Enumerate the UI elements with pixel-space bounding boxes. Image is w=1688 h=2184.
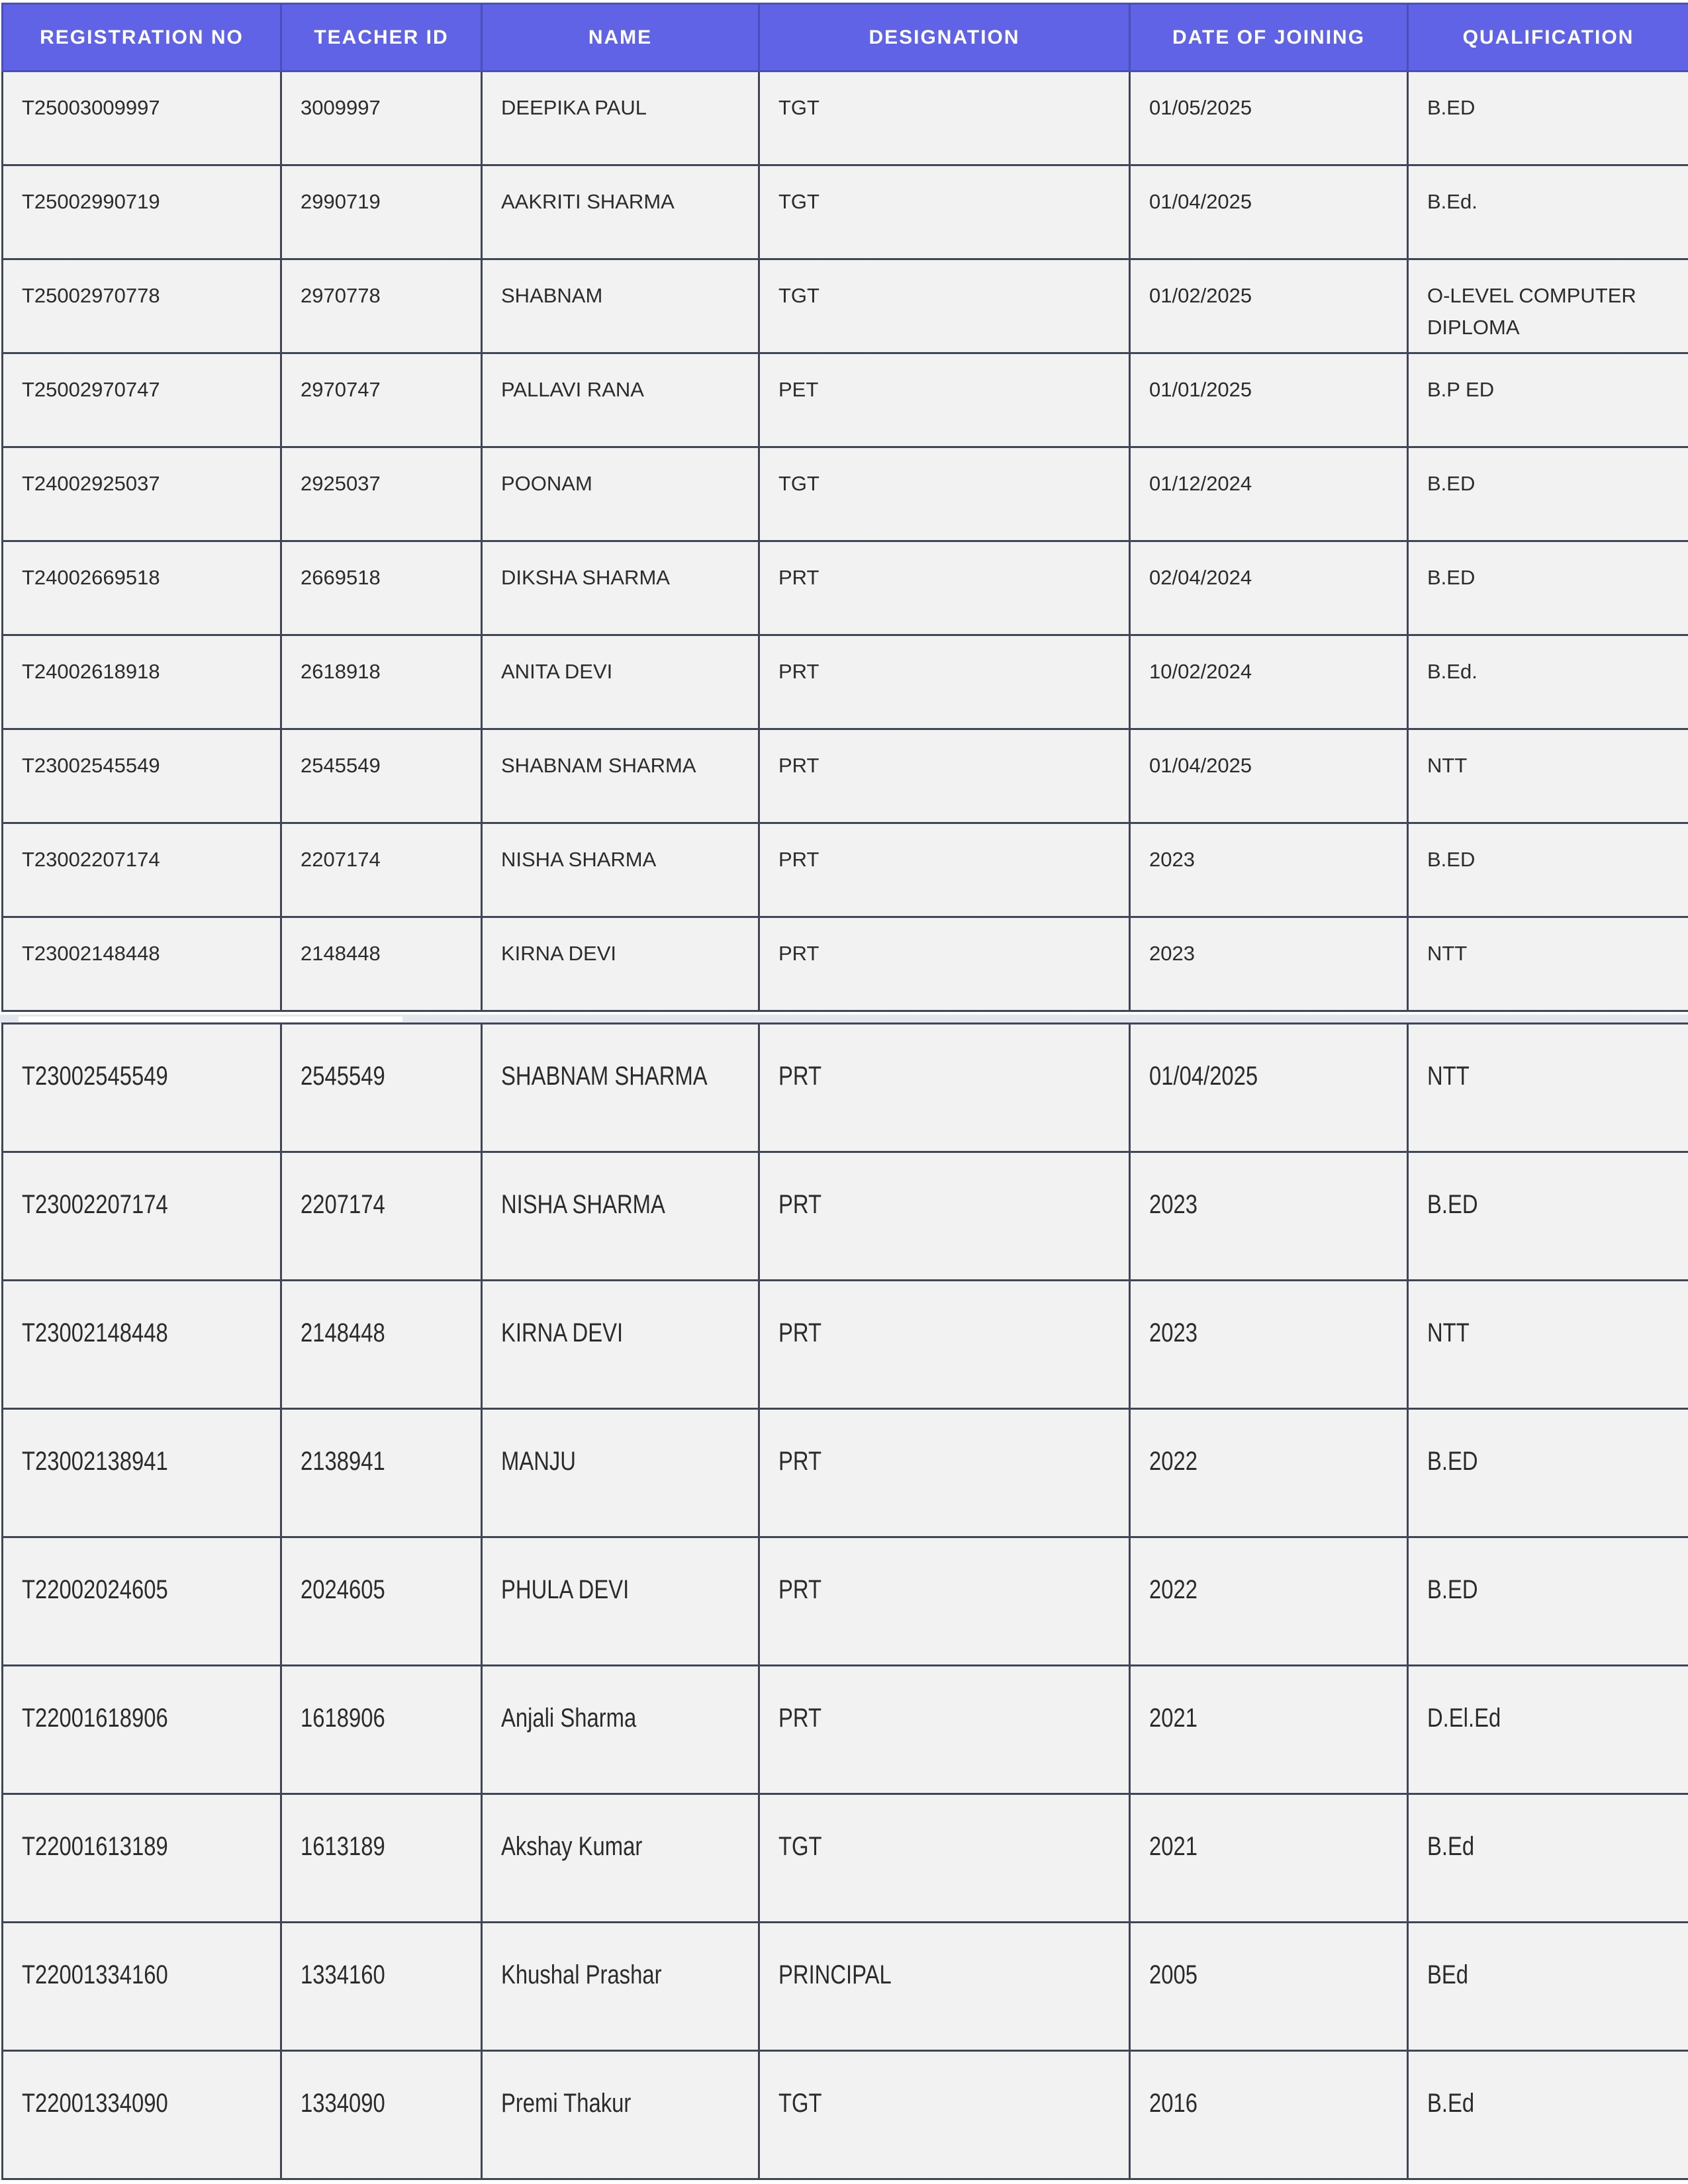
header-name: NAME — [482, 4, 759, 71]
cell-name: SHABNAM SHARMA — [482, 1024, 759, 1152]
cell-registration-no: T24002618918 — [3, 635, 281, 729]
table-row — [3, 1537, 1688, 1666]
cell-teacher-id: 3009997 — [281, 71, 482, 165]
cell-date-of-joining: 2023 — [1130, 823, 1408, 917]
cell-name: Akshay Kumar — [482, 1794, 759, 1923]
table-row — [3, 447, 1688, 541]
cell-teacher-id: 2669518 — [281, 541, 482, 635]
cell-date-of-joining: 02/04/2024 — [1130, 541, 1408, 635]
cell-designation: TGT — [759, 165, 1130, 259]
cell-qualification: B.Ed. — [1408, 165, 1688, 259]
cell-qualification: B.Ed — [1408, 1794, 1688, 1923]
header-qualification: QUALIFICATION — [1408, 4, 1688, 71]
table-row — [3, 2051, 1688, 2179]
table-row — [3, 259, 1688, 353]
cell-registration-no: T25002970747 — [3, 353, 281, 447]
cell-teacher-id: 2925037 — [281, 447, 482, 541]
table-row — [3, 1666, 1688, 1794]
header-date-of-joining: DATE OF JOINING — [1130, 4, 1408, 71]
cell-designation: PRINCIPAL — [759, 1923, 1130, 2051]
cell-registration-no: T22001613189 — [3, 1794, 281, 1923]
cell-designation: TGT — [759, 2051, 1130, 2179]
cell-registration-no: T23002148448 — [3, 917, 281, 1011]
table-row — [3, 917, 1688, 1011]
cell-date-of-joining: 01/12/2024 — [1130, 447, 1408, 541]
cell-registration-no: T25003009997 — [3, 71, 281, 165]
cell-qualification: B.ED — [1408, 1537, 1688, 1666]
cell-date-of-joining: 01/05/2025 — [1130, 71, 1408, 165]
cell-designation: PRT — [759, 635, 1130, 729]
page-seam-gap — [19, 1017, 402, 1022]
cell-qualification: B.P ED — [1408, 353, 1688, 447]
table-row — [3, 541, 1688, 635]
cell-date-of-joining: 2005 — [1130, 1923, 1408, 2051]
cell-teacher-id: 2618918 — [281, 635, 482, 729]
cell-date-of-joining: 2023 — [1130, 1281, 1408, 1409]
cell-teacher-id: 2970747 — [281, 353, 482, 447]
cell-name: ANITA DEVI — [482, 635, 759, 729]
cell-qualification: B.Ed. — [1408, 635, 1688, 729]
cell-designation: TGT — [759, 71, 1130, 165]
table-row — [3, 823, 1688, 917]
cell-designation: PRT — [759, 541, 1130, 635]
cell-teacher-id: 1613189 — [281, 1794, 482, 1923]
table-row — [3, 1281, 1688, 1409]
cell-teacher-id: 2990719 — [281, 165, 482, 259]
cell-teacher-id: 1618906 — [281, 1666, 482, 1794]
cell-name: Anjali Sharma — [482, 1666, 759, 1794]
cell-teacher-id: 2970778 — [281, 259, 482, 353]
cell-qualification: O-LEVEL COMPUTER DIPLOMA — [1408, 259, 1688, 353]
cell-designation: PRT — [759, 1024, 1130, 1152]
header-registration-no: REGISTRATION NO — [3, 4, 281, 71]
cell-date-of-joining: 01/02/2025 — [1130, 259, 1408, 353]
table-row — [3, 729, 1688, 823]
table-row — [3, 635, 1688, 729]
cell-registration-no: T24002925037 — [3, 447, 281, 541]
cell-date-of-joining: 01/01/2025 — [1130, 353, 1408, 447]
cell-designation: TGT — [759, 447, 1130, 541]
cell-teacher-id: 2207174 — [281, 1152, 482, 1281]
cell-designation: TGT — [759, 1794, 1130, 1923]
cell-designation: PRT — [759, 1409, 1130, 1537]
cell-qualification: BEd — [1408, 1923, 1688, 2051]
cell-registration-no: T23002545549 — [3, 1024, 281, 1152]
cell-name: AAKRITI SHARMA — [482, 165, 759, 259]
cell-name: MANJU — [482, 1409, 759, 1537]
cell-qualification: NTT — [1408, 1024, 1688, 1152]
cell-designation: PRT — [759, 729, 1130, 823]
cell-name: POONAM — [482, 447, 759, 541]
cell-name: DIKSHA SHARMA — [482, 541, 759, 635]
table-row — [3, 353, 1688, 447]
cell-designation: PRT — [759, 823, 1130, 917]
cell-date-of-joining: 01/04/2025 — [1130, 165, 1408, 259]
cell-teacher-id: 1334160 — [281, 1923, 482, 2051]
cell-name: NISHA SHARMA — [482, 823, 759, 917]
cell-date-of-joining: 2023 — [1130, 917, 1408, 1011]
cell-registration-no: T25002990719 — [3, 165, 281, 259]
cell-name: NISHA SHARMA — [482, 1152, 759, 1281]
cell-designation: PRT — [759, 1666, 1130, 1794]
cell-registration-no: T24002669518 — [3, 541, 281, 635]
cell-qualification: NTT — [1408, 1281, 1688, 1409]
cell-name: Khushal Prashar — [482, 1923, 759, 2051]
cell-date-of-joining: 2021 — [1130, 1666, 1408, 1794]
cell-registration-no: T23002207174 — [3, 1152, 281, 1281]
cell-date-of-joining: 2023 — [1130, 1152, 1408, 1281]
table-header-row — [3, 4, 1688, 71]
cell-teacher-id: 1334090 — [281, 2051, 482, 2179]
cell-qualification: B.ED — [1408, 71, 1688, 165]
cell-teacher-id: 2207174 — [281, 823, 482, 917]
cell-teacher-id: 2545549 — [281, 1024, 482, 1152]
cell-designation: PRT — [759, 1281, 1130, 1409]
cell-teacher-id: 2148448 — [281, 1281, 482, 1409]
cell-name: SHABNAM SHARMA — [482, 729, 759, 823]
cell-designation: PRT — [759, 917, 1130, 1011]
cell-registration-no: T23002207174 — [3, 823, 281, 917]
cell-name: SHABNAM — [482, 259, 759, 353]
cell-qualification: NTT — [1408, 729, 1688, 823]
cell-date-of-joining: 10/02/2024 — [1130, 635, 1408, 729]
cell-designation: TGT — [759, 259, 1130, 353]
table-row — [3, 1024, 1688, 1152]
cell-teacher-id: 2545549 — [281, 729, 482, 823]
header-teacher-id: TEACHER ID — [281, 4, 482, 71]
cell-date-of-joining: 2022 — [1130, 1537, 1408, 1666]
cell-name: DEEPIKA PAUL — [482, 71, 759, 165]
cell-name: PHULA DEVI — [482, 1537, 759, 1666]
cell-date-of-joining: 2021 — [1130, 1794, 1408, 1923]
cell-name: Premi Thakur — [482, 2051, 759, 2179]
cell-qualification: B.ED — [1408, 1409, 1688, 1537]
cell-qualification: B.ED — [1408, 447, 1688, 541]
cell-name: KIRNA DEVI — [482, 1281, 759, 1409]
table-row — [3, 165, 1688, 259]
table-row — [3, 1409, 1688, 1537]
cell-teacher-id: 2148448 — [281, 917, 482, 1011]
cell-qualification: D.El.Ed — [1408, 1666, 1688, 1794]
table-row — [3, 1794, 1688, 1923]
cell-registration-no: T22001334160 — [3, 1923, 281, 2051]
cell-qualification: B.ED — [1408, 823, 1688, 917]
cell-registration-no: T22002024605 — [3, 1537, 281, 1666]
cell-date-of-joining: 01/04/2025 — [1130, 729, 1408, 823]
table-row — [3, 1923, 1688, 2051]
cell-date-of-joining: 2016 — [1130, 2051, 1408, 2179]
cell-teacher-id: 2138941 — [281, 1409, 482, 1537]
cell-qualification: B.ED — [1408, 1152, 1688, 1281]
cell-teacher-id: 2024605 — [281, 1537, 482, 1666]
cell-designation: PRT — [759, 1537, 1130, 1666]
table-row — [3, 1152, 1688, 1281]
table-row — [3, 71, 1688, 165]
cell-qualification: B.ED — [1408, 541, 1688, 635]
cell-name: KIRNA DEVI — [482, 917, 759, 1011]
cell-name: PALLAVI RANA — [482, 353, 759, 447]
teacher-table-top — [1, 3, 1688, 1012]
cell-registration-no: T23002545549 — [3, 729, 281, 823]
cell-date-of-joining: 2022 — [1130, 1409, 1408, 1537]
header-designation: DESIGNATION — [759, 4, 1130, 71]
cell-registration-no: T25002970778 — [3, 259, 281, 353]
cell-date-of-joining: 01/04/2025 — [1130, 1024, 1408, 1152]
cell-qualification: NTT — [1408, 917, 1688, 1011]
cell-qualification: B.Ed — [1408, 2051, 1688, 2179]
cell-designation: PET — [759, 353, 1130, 447]
teacher-table-bottom — [1, 1023, 1688, 2180]
cell-registration-no: T22001618906 — [3, 1666, 281, 1794]
cell-designation: PRT — [759, 1152, 1130, 1281]
cell-registration-no: T23002138941 — [3, 1409, 281, 1537]
cell-registration-no: T22001334090 — [3, 2051, 281, 2179]
cell-registration-no: T23002148448 — [3, 1281, 281, 1409]
